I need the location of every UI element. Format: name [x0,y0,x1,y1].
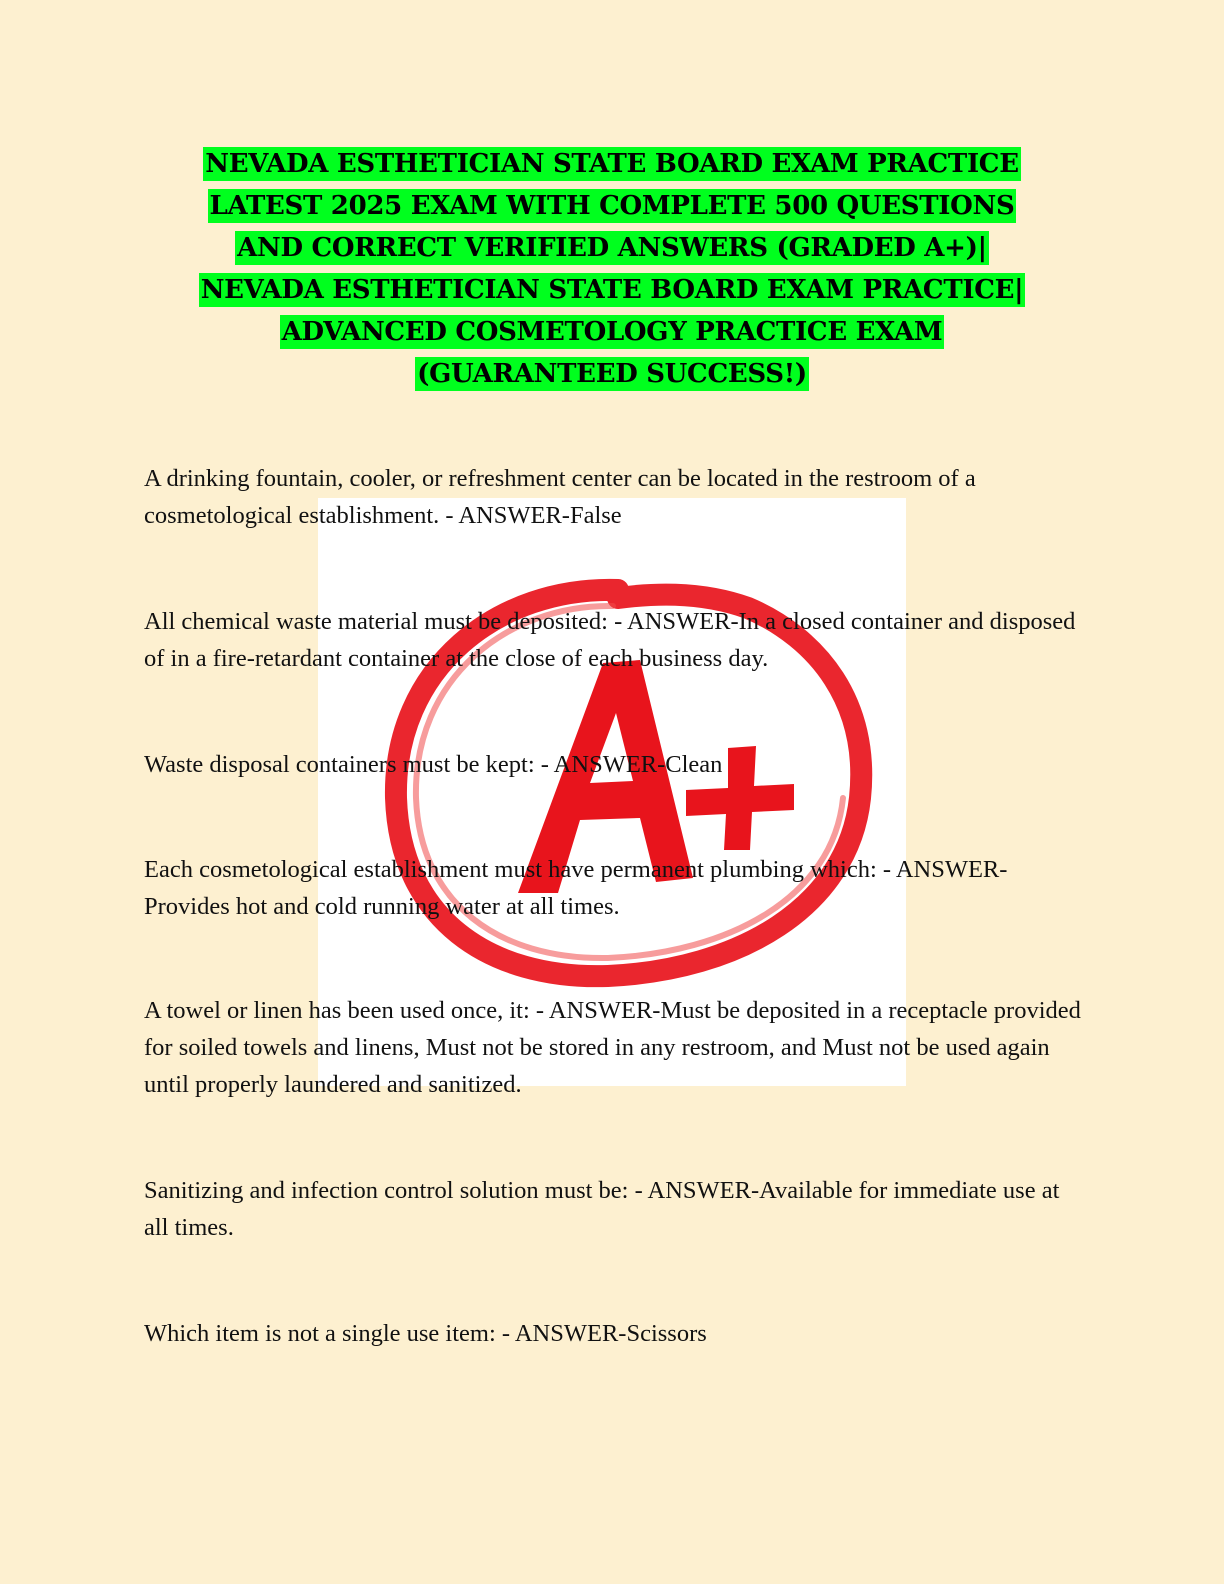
qa-item: A drinking fountain, cooler, or refreshment center can be located in the restroom of a cosmetological establishment. - ANSWER-False [144,465,976,529]
title-line: NEVADA ESTHETICIAN STATE BOARD EXAM PRACTICE [205,149,1019,179]
qa-item: A towel or linen has been used once, it: - ANSWER-Must be deposited in a receptacle provided for soiled towels and linens, Must not be stored in any restroom, and Must not be used again until properly laundered and sanitized. [144,997,1081,1098]
title-line: AND CORRECT VERIFIED ANSWERS (GRADED A+)| [237,233,987,263]
title-line: (GUARANTEED SUCCESS!) [417,359,807,389]
document-title [100,143,1124,395]
title-line: NEVADA ESTHETICIAN STATE BOARD EXAM PRACTICE| [200,275,1024,305]
qa-item: Each cosmetological establishment must have permanent plumbing which: - ANSWER-Provides hot and cold running water at all times. [144,856,1008,920]
title-line: ADVANCED COSMETOLOGY PRACTICE EXAM [281,317,943,347]
qa-item: Which item is not a single use item: - ANSWER-Scissors [144,1320,707,1347]
qa-item: Sanitizing and infection control solution must be: - ANSWER-Available for immediate use at all times. [144,1177,1060,1241]
title-line: LATEST 2025 EXAM WITH COMPLETE 500 QUESTIONS [209,191,1015,221]
qa-item: Waste disposal containers must be kept: - ANSWER-Clean [144,751,723,778]
qa-item: All chemical waste material must be deposited: - ANSWER-In a closed container and disposed of in a fire-retardant container at the close of each business day. [144,608,1076,672]
